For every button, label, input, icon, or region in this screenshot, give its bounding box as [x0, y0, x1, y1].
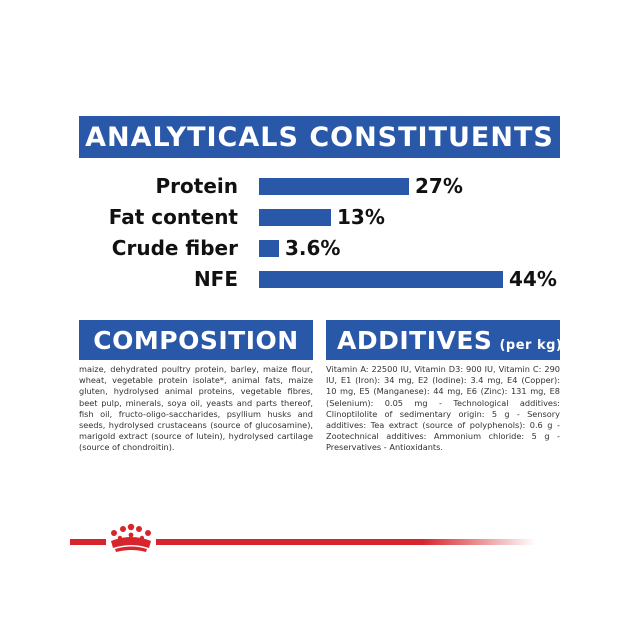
constituent-bar [259, 240, 279, 257]
constituent-label: Crude fiber [111, 236, 238, 260]
red-divider-left [70, 539, 106, 545]
additives-text: Vitamin A: 22500 IU, Vitamin D3: 900 IU, Vitamin C: 290 IU, E1 (Iron): 34 mg, E2 (Iodine): 3.4 mg, E4 (Copper): 10 mg, E5 (Manganese): 44 mg, E6 (Zinc): 131 mg, E8 (Selenium): 0.05 mg - Technological additives: Clinoptilolite of sedimentary origin: 5 g - Sensory additives: Tea extract (source of polyphenols): 0.6 g - Zootechnical additives: Ammonium chloride: 5 g - Preservatives - Antioxidants. [326, 364, 560, 453]
constituent-row [0, 173, 640, 199]
composition-banner [79, 320, 313, 360]
banner-title: ANALYTICALS CONSTITUENTS [85, 121, 554, 153]
additives-banner [326, 320, 563, 360]
constituent-row [0, 235, 640, 261]
constituent-bar [259, 178, 409, 195]
red-divider-right [156, 539, 536, 545]
constituent-value: 27% [415, 174, 463, 198]
constituent-label: Protein [155, 174, 238, 198]
additives-title: ADDITIVES [337, 325, 493, 355]
constituent-value: 3.6% [285, 236, 341, 260]
constituent-bar [259, 271, 503, 288]
constituent-label: Fat content [108, 205, 238, 229]
composition-text: maize, dehydrated poultry protein, barley, maize flour, wheat, vegetable protein isolate*, animal fats, maize gluten, hydrolysed animal proteins, vegetable fibres, beet pulp, minerals, soya oil, yeasts and parts thereof, fish oil, fructo-oligo-saccharides, psyllium husks and seeds, hydrolysed crustaceans (source of glucosamine), marigold extract (source of lutein), hydrolysed cartilage (source of chondroitin). [79, 364, 313, 453]
additives-subtitle: (per kg) [499, 337, 563, 353]
constituent-value: 44% [509, 267, 557, 291]
royal-canin-crown-icon [106, 521, 156, 555]
analytical-constituents-banner [79, 116, 560, 158]
composition-title: COMPOSITION [93, 325, 299, 355]
constituent-bar [259, 209, 331, 226]
constituent-row [0, 266, 640, 292]
constituent-row [0, 204, 640, 230]
constituent-label: NFE [193, 267, 238, 291]
constituent-value: 13% [337, 205, 385, 229]
